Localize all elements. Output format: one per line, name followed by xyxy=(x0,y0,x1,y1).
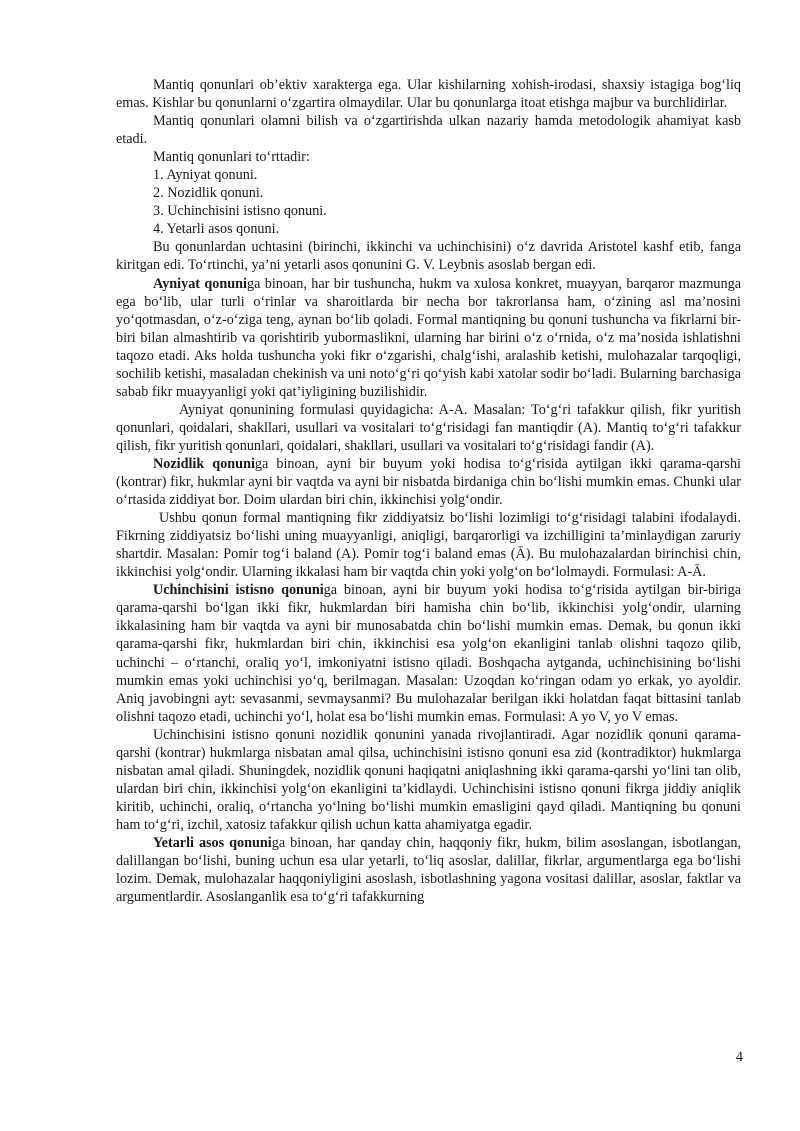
page-number: 4 xyxy=(735,1049,743,1065)
paragraph-significance: Mantiq qonunlari olamni bilish va o‘zgartirishda ulkan nazariy hamda metodologik ahamiyat kasb etadi. xyxy=(116,113,741,148)
term-identity-law: Ayniyat qonuni xyxy=(153,275,247,292)
list-item: 1. Ayniyat qonuni. xyxy=(153,167,258,184)
paragraph-identity-formula: Ayniyat qonunining formulasi quyidagicha: A-A. Masalan: To‘g‘ri tafakkur qilish, fikr yuritish qonunlari, qoidalari, shakllari, usullari va vositalari to‘g‘risidagi fan mantiqdir (A). Mantiq to‘g‘ri tafakkur qilish, fikr yuritish qonunlari, qoidalari, shakllari, usullari va vositalari to‘g‘risidagi fandir (A). xyxy=(116,401,741,454)
paragraph-excluded-middle-development: Uchinchisini istisno qonuni nozidlik qonunini yanada rivojlantiradi. Agar nozidlik qonuni qarama-qarshi (kontrar) hukmlarga nisbatan amal qilsa, uchinchisini istisno qonuni esa zid (kontradiktor) hukmlarga nisbatan amal qiladi. Shuningdek, nozidlik qonuni haqiqatni aniqlashning ikki qarama-qarshi yo‘lini tan olib, ulardan biri chin, ikkinchisi yolg‘on ekanligini ta’kidlaydi. Uchinchisini istisno qonuni fikrga jiddiy aniqlik kiritib, uchinchi, oraliq, o‘rtancha yo‘lning bo‘lishi mumkin emasligini qayd qiladi. Mantiqning bu qonuni ham to‘g‘ri, izchil, xatosiz tafakkur qilish uchun katta ahamiyatga egadir. xyxy=(116,726,741,833)
paragraph-history: Bu qonunlardan uchtasini (birinchi, ikkinchi va uchinchisini) o‘z davrida Aristotel kashf etib, fanga kiritgan edi. To‘rtinchi, ya’ni yetarli asos qonunini G. V. Leybnis asoslab bergan edi. xyxy=(116,239,741,274)
paragraph-excluded-middle-law xyxy=(116,581,741,725)
paragraph-objective-nature: Mantiq qonunlari ob’ektiv xarakterga ega. Ular kishilarning xohish-irodasi, shaxsiy istagiga bog‘liq emas. Kishlar bu qonunlarni o‘zgartira olmaydilar. Ular bu qonunlarga itoat etishga majbur va burchlidirlar. xyxy=(116,77,741,112)
term-excluded-middle-law: Uchinchisini istisno qonuni xyxy=(153,582,324,599)
paragraph-contradiction-explanation: Ushbu qonun formal mantiqning fikr ziddiyatsiz bo‘lishi lozimligi to‘g‘risidagi talabini ifodalaydi. Fikrning ziddiyatsiz bo‘lishi uning muayyanligi, aniqligi, barqarorligi va izchilligini ta’minlaydigan zaruriy shartdir. Masalan: Pomir tog‘i baland (A). Pomir tog‘i baland emas (Ā). Bu mulohazalardan birinchisi chin, ikkinchisi yolg‘ondir. Ularning ikkalasi ham bir vaqtda chin yoki yolg‘on bo‘lolmaydi. Formulasi: A-Ā. xyxy=(116,510,741,581)
paragraph-sufficient-reason-law xyxy=(116,834,741,906)
paragraph-identity-law xyxy=(116,275,741,401)
identity-law-text: ga binoan, har bir tushuncha, hukm va xulosa konkret, muayyan, barqaror mazmunga ega bo‘lib, ular turli o‘rinlar va sharoitlarda bir necha bor takrorlansa ham, o‘zining asl ma’nosini yo‘qotmasdan, o‘z-o‘ziga teng, aynan bo‘lib qoladi. Formal mantiqning bu qonuni tushuncha va fikrlarni bir-biri bilan almashtirib va qorishtirib yubormaslikni, ularning har birini o‘z o‘rnida, o‘z ma’nosida ishlatishni taqozo etadi. Aks holda tushuncha yoki fikr o‘zgarishi, chalg‘ishi, aralashib ketishi, mulohazalar tarqoqligi, sochilib ketishi, masaladan chekinish va uni noto‘g‘ri qo‘yish kabi xatolar sodir bo‘ladi. Bularning barchasiga sabab fikr muayyanligi yoki qat’iyligining buzilishidir. xyxy=(116,275,741,400)
term-sufficient-reason-law: Yetarli asos qonuni xyxy=(153,834,272,851)
list-item: 4. Yetarli asos qonuni. xyxy=(153,221,280,238)
list-item: 2. Nozidlik qonuni. xyxy=(153,185,264,202)
list-item: 3. Uchinchisini istisno qonuni. xyxy=(153,203,327,220)
sufficient-reason-law-text: ga binoan, har qanday chin, haqqoniy fikr, hukm, bilim asoslangan, isbotlangan, dalillangan bo‘lishi, buning uchun esa ular yetarli, to‘liq asoslar, dalillar, fikrlar, argumentlarga ega bo‘lishi lozim. Demak, mulohazalar haqqoniyligini asoslash, isbotlashning yagona vositasi dalillar, asoslar, faktlar va argumentlardir. Asoslanganlik esa to‘g‘ri tafakkurning xyxy=(116,834,742,906)
paragraph-laws-count: Mantiq qonunlari to‘rttadir: xyxy=(153,149,310,166)
excluded-middle-law-text: ga binoan, ayni bir buyum yoki hodisa to‘g‘risida aytilgan bir-biriga qarama-qarshi bo‘lgan ikki fikr, hukmlardan biri hamisha chin bo‘lib, ikkinchisi yolg‘ondir, ularning ikkalasining ham bir vaqtda va ayni bir munosabatda chin bo‘lishi mumkin emas. Demak, bu qonun ikki qarama-qarshi fikr, hukmlardan biri chin, ikkinchisi esa yolg‘on ekanligini tanlab olishni taqozo qilib, uchinchi – o‘rtanchi, oraliq yo‘l, imkoniyatni istisno qiladi. Boshqacha aytganda, uchinchisining bo‘lishi mumkin emas yoki uchinchisi yo‘q, berilmagan. Masalan: Uzoqdan ko‘ringan odam yo erkak, yo ayoldir. Aniq javobingni ayt: sevasanmi, sevmaysanmi? Bu mulohazalar berilgan ikki holatdan faqat bittasini tanlab olishni taqozo etadi, uchinchi yo‘l, holat esa bo‘lishi mumkin emas. Formulasi: A yo V, yo V emas. xyxy=(116,582,742,725)
term-contradiction-law: Nozidlik qonuni xyxy=(153,455,255,472)
document-page xyxy=(116,76,741,906)
laws-list xyxy=(116,166,741,238)
paragraph-contradiction-law xyxy=(116,455,741,509)
contradiction-law-text: ga binoan, ayni bir buyum yoki hodisa to‘g‘risida aytilgan ikki qarama-qarshi (kontrar) fikr, hukmlar ayni bir vaqtda va ayni bir nisbatda birdaniga chin bo‘lishi mumkin emas. Chunki ular o‘rtasida ziddiyat bor. Doim ulardan biri chin, ikkinchisi yolg‘ondir. xyxy=(116,455,741,509)
